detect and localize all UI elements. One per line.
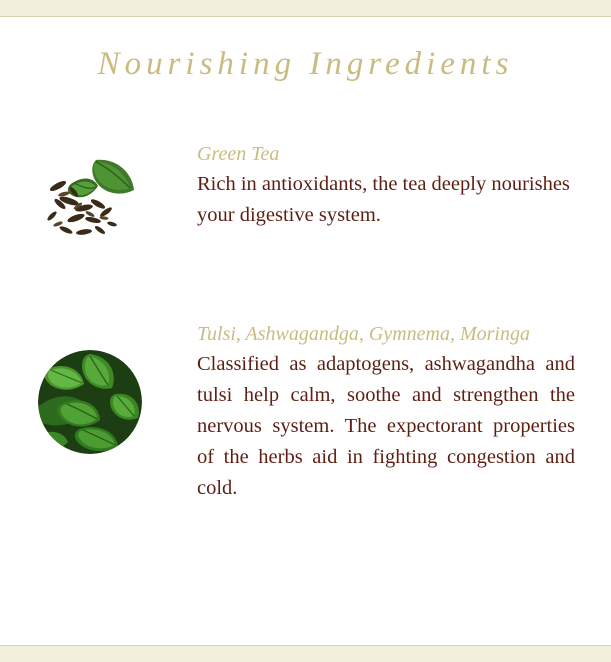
herb-leaves-circle-photo [38, 350, 142, 454]
green-tea-leaves-photo [38, 146, 142, 250]
ingredient-heading: Green Tea [197, 143, 280, 165]
page-title: Nourishing Ingredients [97, 46, 514, 82]
green-tea-text-block [197, 140, 575, 231]
ingredient-heading: Tulsi, Ashwagandga, Gymnema, Moringa [197, 323, 530, 345]
herbs-text-block [197, 320, 575, 504]
top-border-band [0, 0, 611, 16]
ingredient-description: Classified as adaptogens, ashwagandha and tulsi help calm, soothe and strengthen the nervous system. The expectorant properties of the herbs aid in fighting congestion and cold. [197, 353, 575, 499]
bottom-border-band [0, 646, 611, 662]
ingredient-description: Rich in antioxidants, the tea deeply nourishes your digestive system. [197, 173, 570, 226]
top-border-rule [0, 16, 611, 17]
